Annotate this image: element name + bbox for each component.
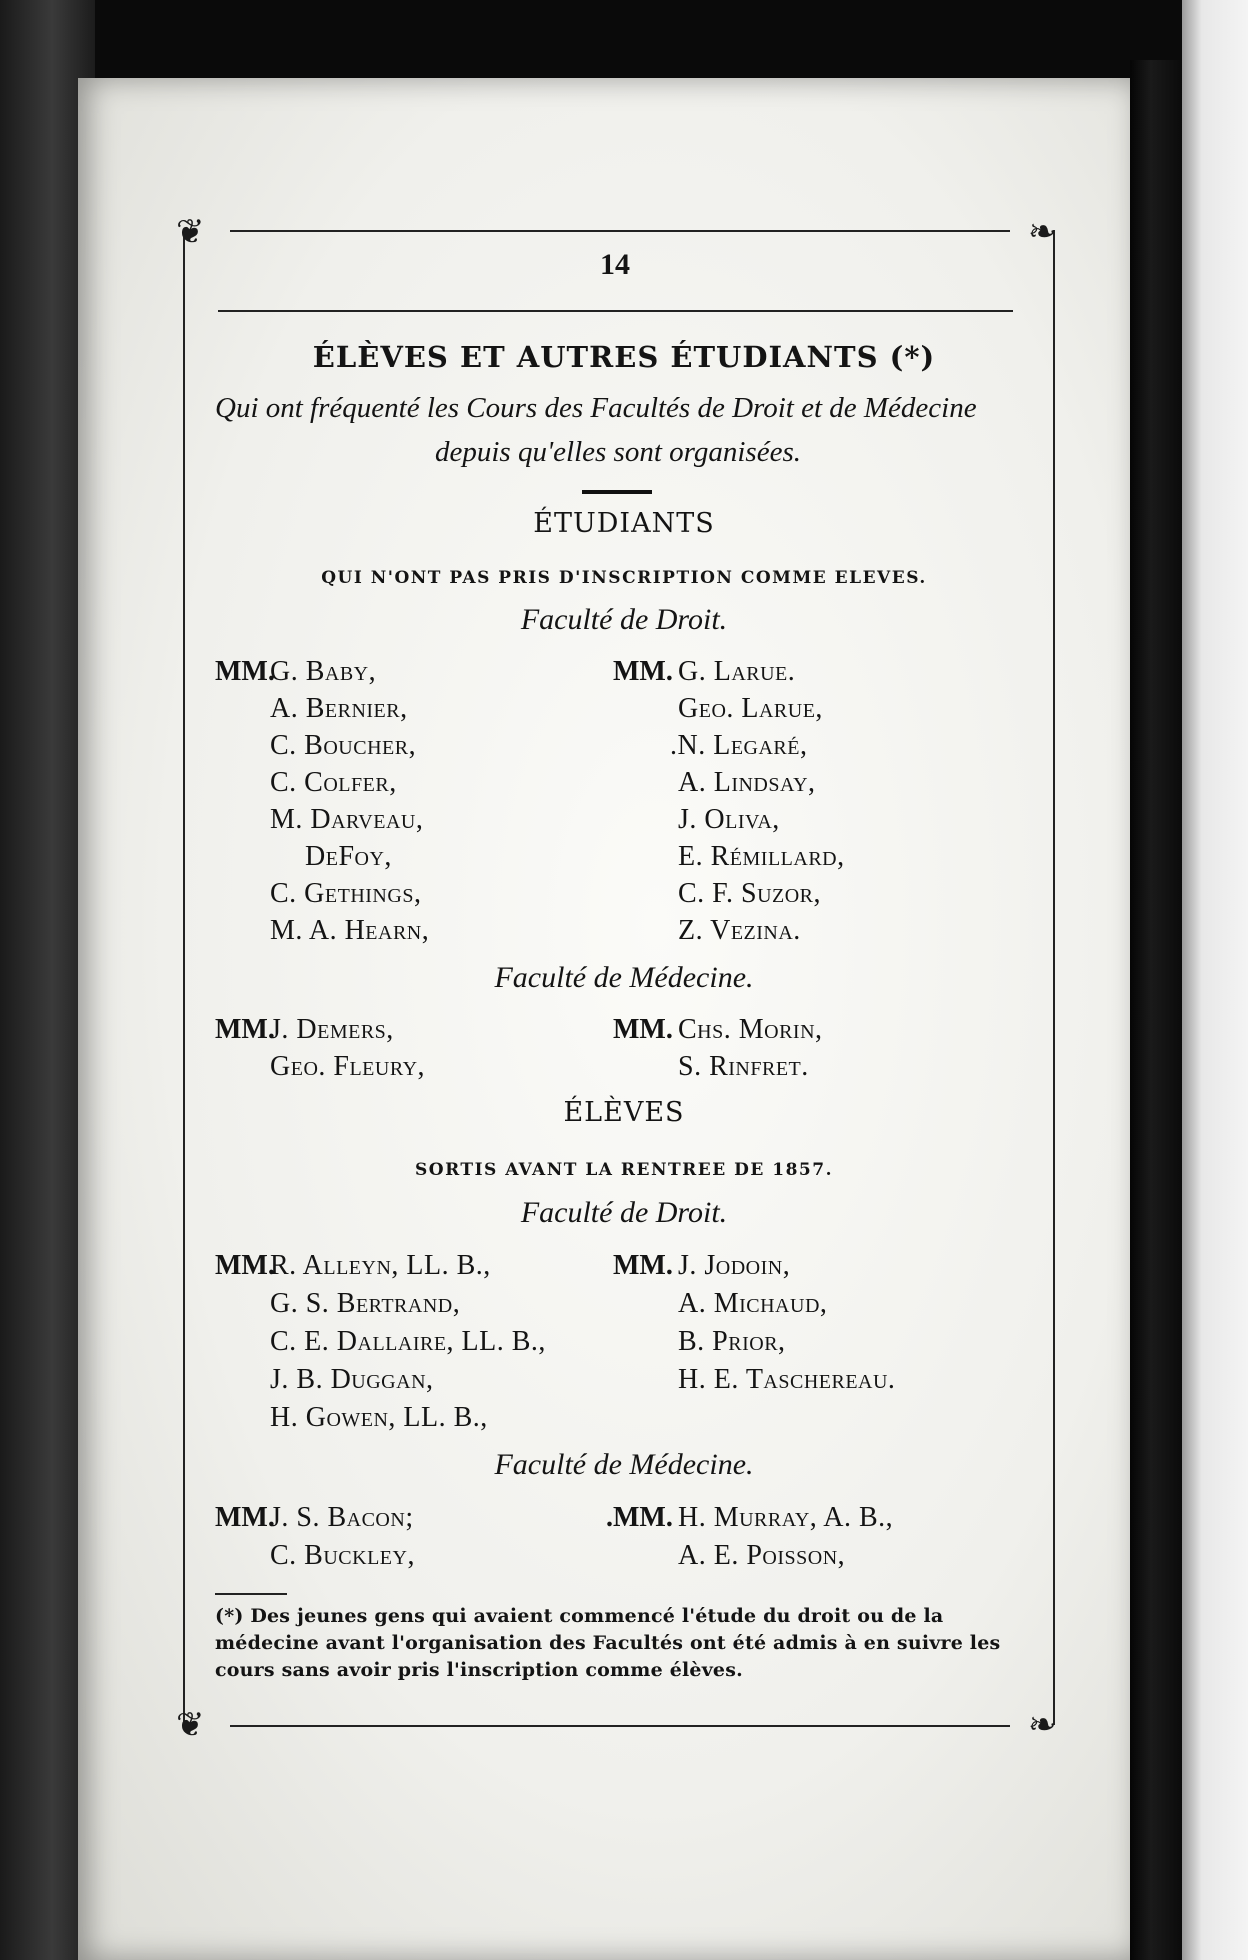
- list-item: A. Michaud,: [678, 1288, 828, 1319]
- list-item: C. Colfer,: [270, 767, 397, 798]
- eleves-heading: ÉLÈVES: [563, 1097, 685, 1128]
- list-item: S. Rinfret.: [678, 1051, 809, 1082]
- etudiants-heading: ÉTUDIANTS: [533, 508, 715, 539]
- frame-corner-ornament-icon: ❧: [1028, 212, 1057, 252]
- list-item: M. Darveau,: [270, 804, 424, 835]
- eleves-medecine-label: Faculté de Médecine.: [494, 1448, 754, 1481]
- subtitle-line-1: Qui ont fréquenté les Cours des Facultés de Droit et de Médecine: [215, 392, 977, 424]
- list-item: H. E. Taschereau.: [678, 1364, 896, 1395]
- list-item: J. Oliva,: [678, 804, 780, 835]
- frame-bottom-rule: [230, 1725, 1010, 1727]
- etudiants-subheading: QUI N'ONT PAS PRIS D'INSCRIPTION COMME ELEVES.: [321, 568, 927, 588]
- list-item: J. Jodoin,: [678, 1250, 791, 1281]
- list-item: A. Bernier,: [270, 693, 408, 724]
- etudiants-medecine-right-prefix: MM.: [613, 1014, 673, 1045]
- page-number: 14: [600, 248, 630, 281]
- eleves-droit-label: Faculté de Droit.: [520, 1196, 728, 1229]
- frame-corner-ornament-icon: ❧: [1028, 1705, 1057, 1745]
- list-item: H. Gowen, LL. B.,: [270, 1402, 488, 1433]
- list-item: C. F. Suzor,: [678, 878, 822, 909]
- list-item: C. Buckley,: [270, 1540, 415, 1571]
- list-item: C. E. Dallaire, LL. B.,: [270, 1326, 546, 1357]
- etudiants-medecine-left-prefix: MM.: [215, 1014, 275, 1045]
- frame-corner-ornament-icon: ❦: [176, 212, 205, 252]
- etudiants-droit-left-prefix: MM.: [215, 656, 275, 687]
- list-item: B. Prior,: [678, 1326, 786, 1357]
- frame-top-rule: [230, 230, 1010, 232]
- footnote: (*) Des jeunes gens qui avaient commencé l'étude du droit ou de la médecine avant l'organisation des Facultés ont été admis à en suivre les cours sans avoir pris l'inscription comme élèves.: [215, 1605, 1001, 1681]
- list-item: Geo. Larue,: [678, 693, 823, 724]
- list-item: J. S. Bacon;: [270, 1502, 414, 1533]
- eleves-droit-left-prefix: MM.: [215, 1250, 275, 1281]
- list-item: G. S. Bertrand,: [270, 1288, 461, 1319]
- list-item: R. Alleyn, LL. B.,: [270, 1250, 491, 1281]
- section-divider: [582, 490, 652, 494]
- list-item: Chs. Morin,: [678, 1014, 823, 1045]
- list-item: H. Murray, A. B.,: [678, 1502, 894, 1533]
- eleves-medecine-right-prefix: .MM.: [606, 1502, 673, 1533]
- list-item: G. Larue.: [678, 656, 796, 687]
- list-item: E. Rémillard,: [678, 841, 845, 872]
- list-item: J. B. Duggan,: [270, 1364, 434, 1395]
- footnote-rule: [215, 1593, 287, 1595]
- list-item: J. Demers,: [270, 1014, 394, 1045]
- list-item: Geo. Fleury,: [270, 1051, 426, 1082]
- eleves-droit-right-prefix: MM.: [613, 1250, 673, 1281]
- list-item: Z. Vezina.: [678, 915, 801, 946]
- etudiants-droit-right-prefix: MM.: [613, 656, 673, 687]
- list-item: A. Lindsay,: [678, 767, 816, 798]
- list-item: M. A. Hearn,: [270, 915, 430, 946]
- frame-corner-ornament-icon: ❦: [176, 1705, 205, 1745]
- list-item: A. E. Poisson,: [678, 1540, 846, 1571]
- list-item: DeFoy,: [305, 841, 392, 872]
- list-item: C. Gethings,: [270, 878, 422, 909]
- list-item: .N. Legaré,: [670, 730, 808, 761]
- subtitle-line-2: depuis qu'elles sont organisées.: [435, 436, 801, 468]
- header-rule: [218, 310, 1013, 312]
- list-item: C. Boucher,: [270, 730, 417, 761]
- eleves-subheading: SORTIS AVANT LA RENTREE DE 1857.: [415, 1160, 833, 1180]
- etudiants-droit-label: Faculté de Droit.: [520, 603, 728, 636]
- list-item: G. Baby,: [270, 656, 377, 687]
- page-title: ÉLÈVES ET AUTRES ÉTUDIANTS (*): [312, 340, 936, 374]
- eleves-medecine-left-prefix: MM.: [215, 1502, 275, 1533]
- etudiants-medecine-label: Faculté de Médecine.: [494, 961, 754, 994]
